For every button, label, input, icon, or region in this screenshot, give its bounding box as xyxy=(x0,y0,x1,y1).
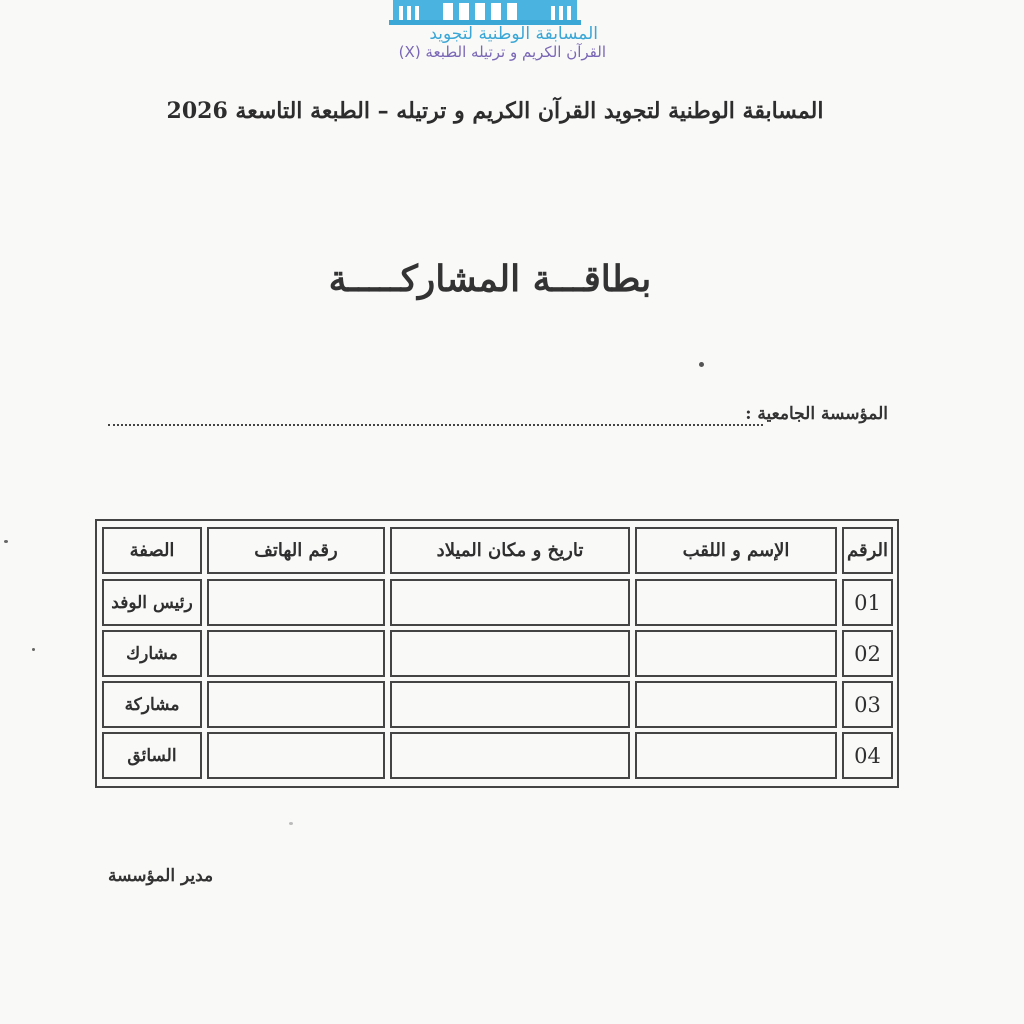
institution-fill-line xyxy=(108,424,763,426)
director-signature-label: مدير المؤسسة xyxy=(108,866,214,886)
competition-title: المسابقة الوطنية لتجويد القرآن الكريم و ترتيله – الطبعة التاسعة 2026 xyxy=(166,98,824,124)
row-1-phone xyxy=(207,579,385,626)
mosque-building-icon xyxy=(385,0,585,26)
header-birth: تاريخ و مكان الميلاد xyxy=(390,527,630,574)
row-4-number: 04 xyxy=(842,732,893,779)
row-4-name xyxy=(635,732,837,779)
scan-speck xyxy=(4,540,8,543)
row-2-role: مشارك xyxy=(102,630,202,677)
logo-line-1: المسابقة الوطنية لتجويد xyxy=(429,24,598,44)
logo-line-2: القرآن الكريم و ترتيله الطبعة (X) xyxy=(398,43,606,61)
row-1-number: 01 xyxy=(842,579,893,626)
card-title: بطاقـــة المشاركـــــة xyxy=(328,258,652,300)
row-3-role: مشاركة xyxy=(102,681,202,728)
participants-table xyxy=(95,519,899,788)
institution-field xyxy=(108,404,888,434)
row-3-number: 03 xyxy=(842,681,893,728)
header-name: الإسم و اللقب xyxy=(635,527,837,574)
row-1-birth xyxy=(390,579,630,626)
row-2-number: 02 xyxy=(842,630,893,677)
row-3-phone xyxy=(207,681,385,728)
competition-logo xyxy=(380,0,610,70)
row-3-birth xyxy=(390,681,630,728)
header-phone: رقم الهاتف xyxy=(207,527,385,574)
row-4-role: السائق xyxy=(102,732,202,779)
header-number: الرقم xyxy=(842,527,893,574)
row-1-role: رئيس الوفد xyxy=(102,579,202,626)
stray-mark xyxy=(699,362,704,367)
institution-label: المؤسسة الجامعية : xyxy=(745,404,888,424)
scan-speck xyxy=(289,822,293,825)
scan-speck xyxy=(32,648,35,651)
row-2-phone xyxy=(207,630,385,677)
header-role: الصفة xyxy=(102,527,202,574)
row-2-birth xyxy=(390,630,630,677)
row-3-name xyxy=(635,681,837,728)
row-4-phone xyxy=(207,732,385,779)
row-2-name xyxy=(635,630,837,677)
row-1-name xyxy=(635,579,837,626)
row-4-birth xyxy=(390,732,630,779)
